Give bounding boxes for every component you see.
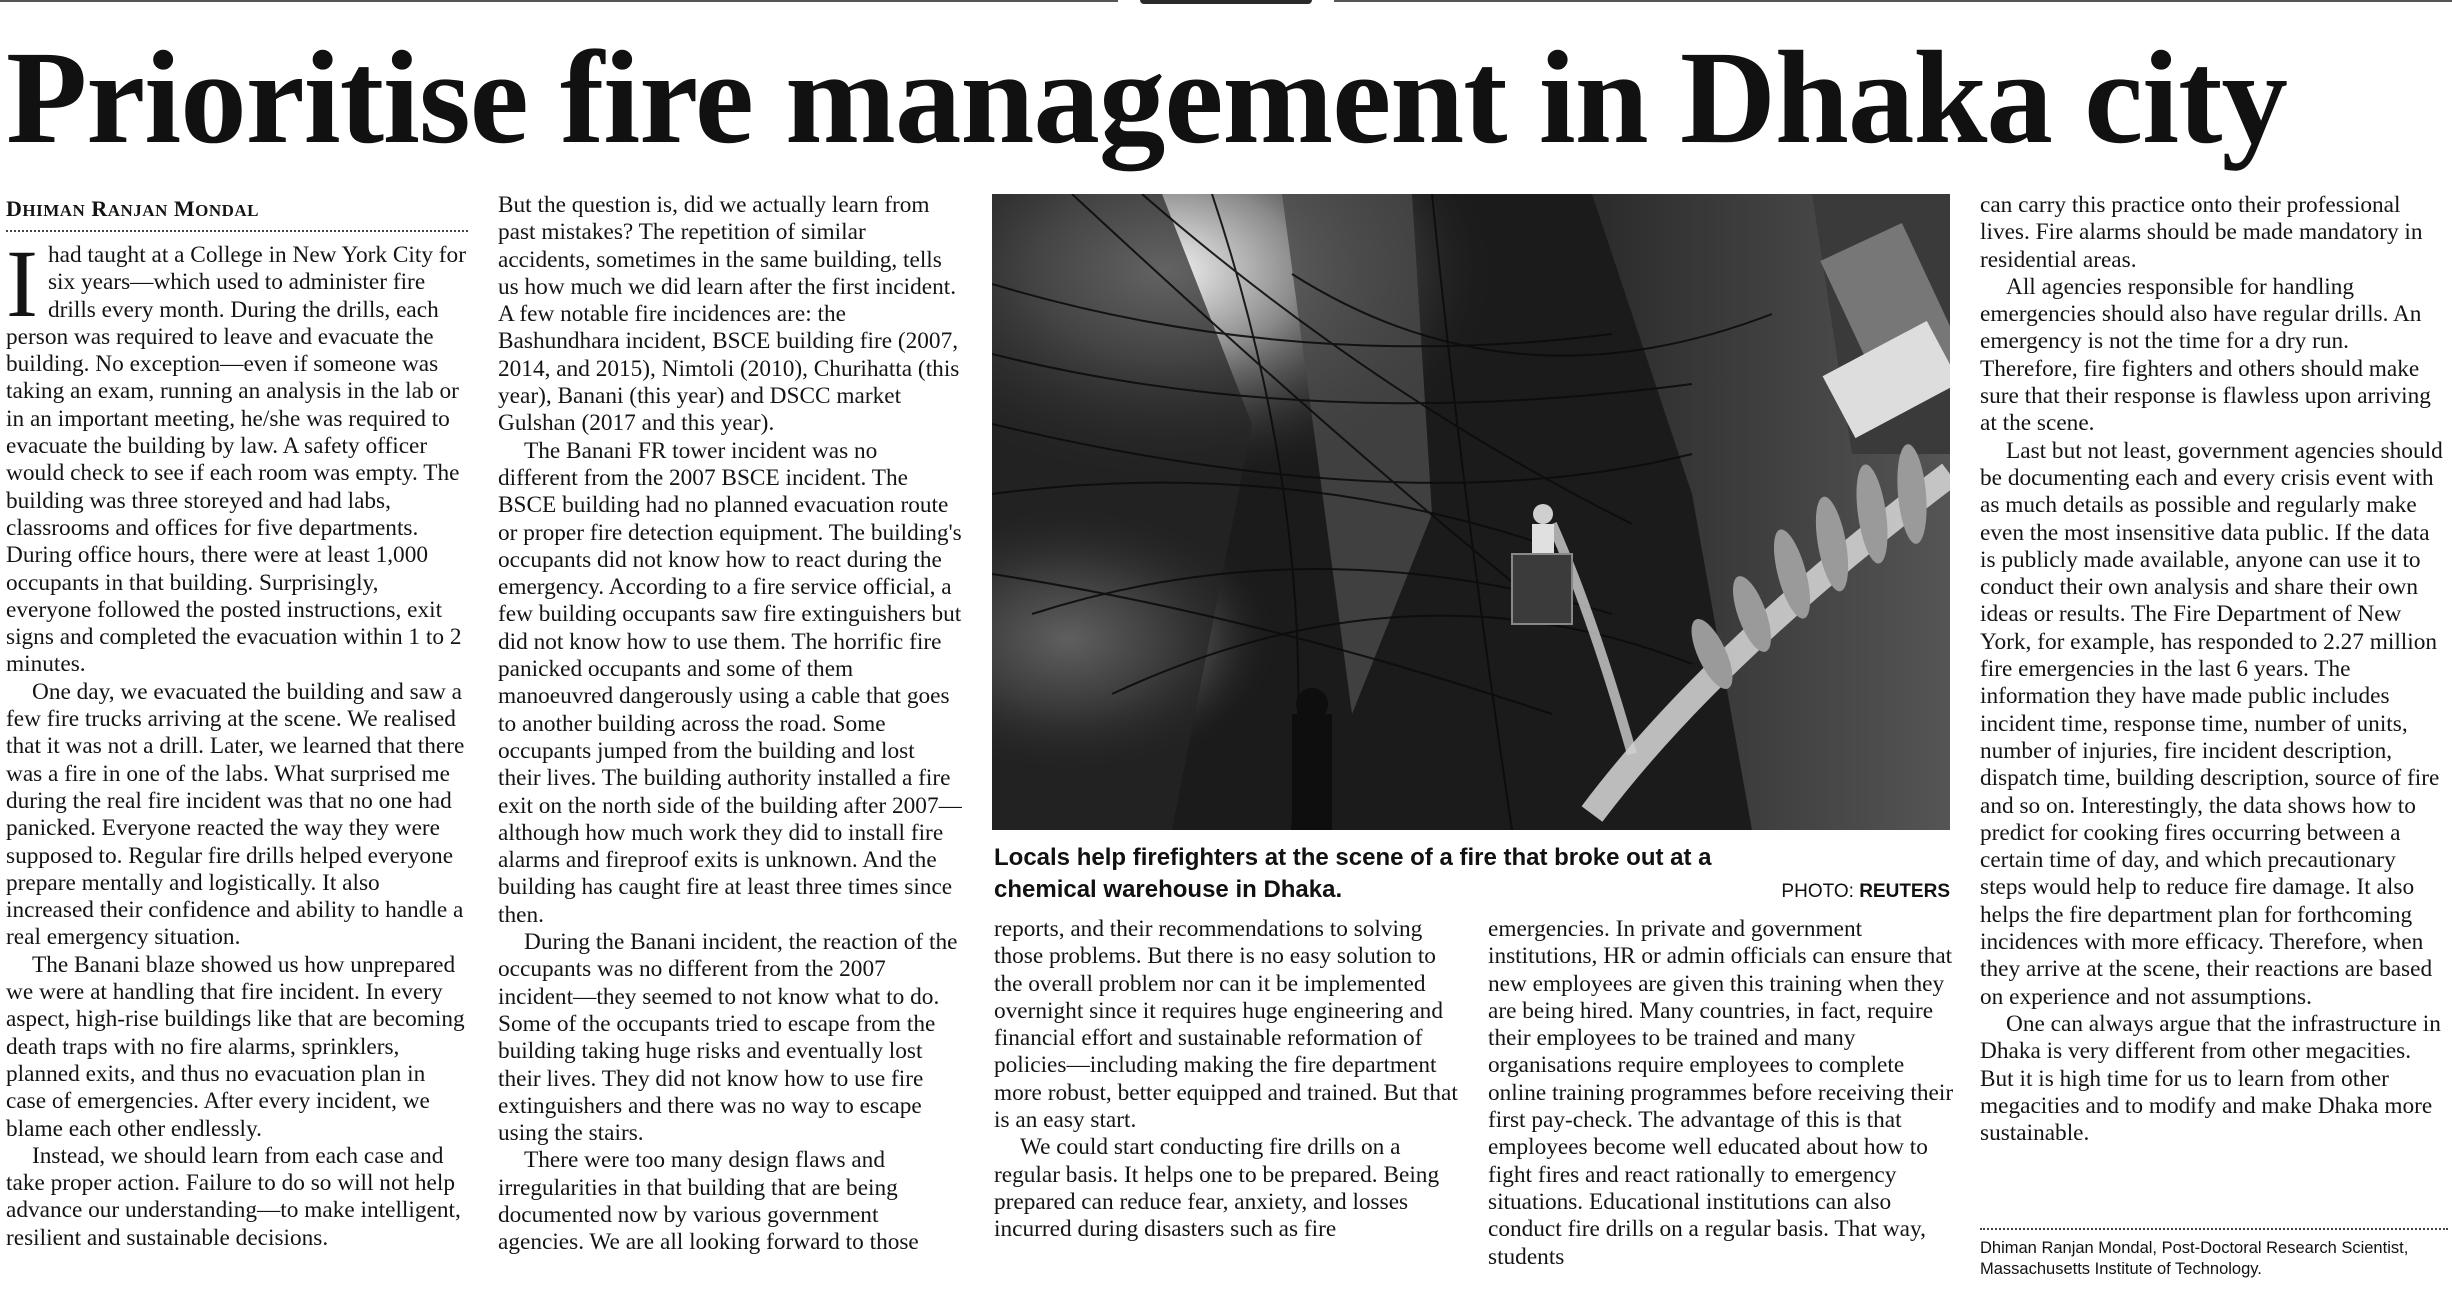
section-header-rule xyxy=(0,0,2452,4)
paragraph: One can always argue that the infrastructure in Dhaka is very different from other megacities. But it is high time for us to learn from other megacities and to modify and make Dhaka more sustainable. xyxy=(1980,1010,2441,1147)
headline: Prioritise fire management in Dhaka city xyxy=(6,23,2287,171)
paragraph: There were too many design flaws and irregularities in that building that are being documented now by various government agencies. We are all looking forward to those xyxy=(498,1147,919,1256)
paragraph: We could start conducting fire drills on a regular basis. It helps one to be prepared. Being prepared can reduce fear, anxiety, and losses incurred during disasters such as fire xyxy=(994,1134,1440,1243)
photo-credit: PHOTO: REUTERS xyxy=(1781,881,1950,902)
paragraph: One day, we evacuated the building and saw a few fire trucks arriving at the scene. We realised that it was not a drill. Later, we learned that there was a fire in one of the labs. What surprised me during the real fire incident was that no one had panicked. Everyone reacted the way they were supposed to. Regular fire drills helped everyone prepare mentally and logistically. It also increased their confidence and ability to handle a real emergency situation. xyxy=(6,678,465,951)
paragraph: reports, and their recommendations to solving those problems. But there is no easy solution to the overall problem nor can it be implemented overnight since it requires huge engineering and financial effort and sustainable reformation of policies—including making the fire department more robust, better equipped and trained. But that is an easy start. xyxy=(994,916,1458,1134)
paragraph: But the question is, did we actually learn from past mistakes? The repetition of similar accidents, sometimes in the same building, tells us how much we did learn after the first incident. A few notable fire incidences are: the Bashundhara incident, BSCE building fire (2007, 2014, and 2015), Nimtoli (2010), Churihatta (this year), Banani (this year) and DSCC market Gulshan (2017 and this year). xyxy=(498,192,960,437)
paragraph: The Banani blaze showed us how unprepared we were at handling that fire incident. In every aspect, high-rise buildings like that are becoming death traps with no fire alarms, sprinklers, planned exits, and thus no evacuation plan in case of emergencies. After every incident, we blame each other endlessly. xyxy=(6,951,465,1142)
photo-caption: Locals help firefighters at the scene of a fire that broke out at a chemical warehouse in Dhaka. xyxy=(994,844,1712,903)
byline: DHIMAN RANJAN MONDAL xyxy=(6,196,468,232)
author-note: Dhiman Ranjan Mondal, Post-Doctoral Research Scientist, Massachusetts Institute of Technology. xyxy=(1980,1228,2448,1280)
fire-scene-photo xyxy=(992,194,1950,830)
paragraph: can carry this practice onto their professional lives. Fire alarms should be made mandatory in residential areas. xyxy=(1980,192,2423,273)
paragraph-intro: I had taught at a College in New York City for six years—which used to administer fire drills every month. During the drills, each person was required to leave and evacuate the building. No exception—even if someone was taking an exam, running an analysis in the lab or in an important meeting, he/she was required to evacuate the building by law. A safety officer would check to see if each room was empty. The building was three storeyed and had labs, classrooms and offices for five departments. During office hours, there were at least 1,000 occupants in that building. Surprisingly, everyone followed the posted instructions, exit signs and completed the evacuation within 1 to 2 minutes. xyxy=(6,230,466,678)
article-column-2 xyxy=(498,192,962,1282)
article-column-4 xyxy=(1488,916,1956,1286)
news-photo xyxy=(992,194,1950,830)
paragraph: emergencies. In private and government institutions, HR or admin officials can ensure that new employees are given this training when they are being hired. Many countries, in fact, require their employees to be trained and many organisations require employees to complete online training programmes before receiving their first pay-check. The advantage of this is that employees become well educated about how to fight fires and react rationally to emergency situations. Educational institutions can also conduct fire drills on a regular basis. That way, students xyxy=(1488,916,1954,1270)
paragraph: Last but not least, government agencies should be documenting each and every crisis event with as much details as possible and regularly make even the most insensitive data public. If the data is publicly made available, anyone can use it to conduct their own analysis and share their own ideas or results. The Fire Department of New York, for example, has responded to 2.27 million fire emergencies in the last 6 years. The information they have made public includes incident time, response time, number of units, number of injuries, fire incident description, dispatch time, building description, source of fire and so on. Interestingly, the data shows how to predict for cooking fires occurring between a certain time of day, and which precautionary steps would help to reduce fire damage. It also helps the fire department plan for forthcoming incidences with more efficacy. Therefore, when they arrive at the scene, their reactions are based on experience and not assumptions. xyxy=(1980,437,2443,1010)
article-column-1 xyxy=(6,196,468,1276)
article-column-3 xyxy=(994,916,1462,1286)
drop-cap: I xyxy=(6,230,38,337)
paragraph: Instead, we should learn from each case and take proper action. Failure to do so will not help advance our understanding—to make intelligent, resilient and sustainable decisions. xyxy=(6,1142,461,1251)
section-label-tab xyxy=(1140,0,1312,4)
paragraph: During the Banani incident, the reaction of the occupants was no different from the 2007 incident—they seemed to not know what to do. Some of the occupants tried to escape from the building taking huge risks and eventually lost their lives. They did not know how to use fire extinguishers and there was no way to escape using the stairs. xyxy=(498,929,958,1147)
paragraph: All agencies responsible for handling emergencies should also have regular drills. An emergency is not the time for a dry run. Therefore, fire fighters and others should make sure that their response is flawless upon arriving at the scene. xyxy=(1980,273,2431,437)
paragraph: The Banani FR tower incident was no different from the 2007 BSCE incident. The BSCE building had no planned evacuation route or proper fire detection equipment. The building's occupants did not know how to react during the emergency. According to a fire service official, a few building occupants saw fire extinguishers but did not know how to use them. The horrific fire panicked occupants and some of them manoeuvred dangerously using a cable that goes to another building across the road. Some occupants jumped from the building and lost their lives. The building authority installed a fire exit on the north side of the building after 2007—although how much work they did to install fire alarms and fireproof exits is unknown. And the building has caught fire at least three times since then. xyxy=(498,437,962,928)
article-column-5 xyxy=(1980,192,2448,1212)
